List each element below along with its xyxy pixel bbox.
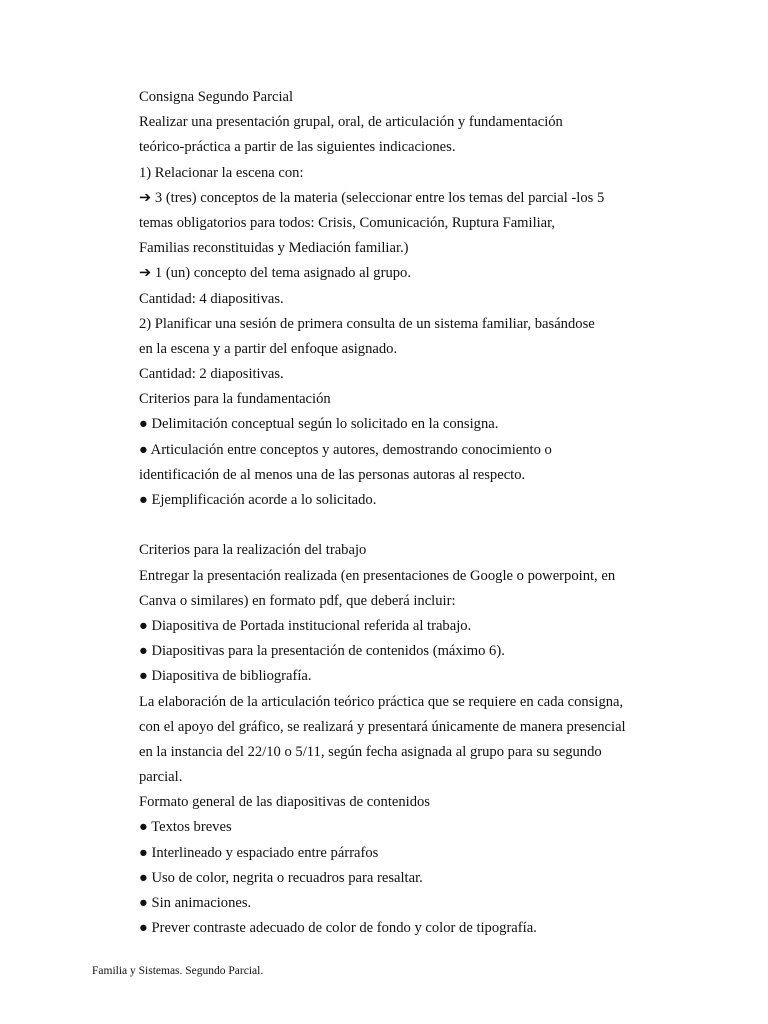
bullet-list-item: ● Diapositiva de bibliografía.	[139, 668, 312, 685]
paragraph-line: Cantidad: 2 diapositivas.	[139, 366, 284, 383]
paragraph-line: 1) Relacionar la escena con:	[139, 164, 304, 181]
paragraph-line: en la escena y a partir del enfoque asignado.	[139, 340, 398, 357]
bullet-list-item: ● Delimitación conceptual según lo solicitado en la consigna.	[139, 416, 499, 433]
arrow-list-item: ➔ 1 (un) concepto del tema asignado al grupo.	[139, 265, 411, 282]
bullet-list-item: ● Diapositivas para la presentación de contenidos (máximo 6).	[139, 643, 505, 660]
blank-line	[139, 513, 699, 538]
arrow-list-item: ➔ 3 (tres) conceptos de la materia (seleccionar entre los temas del parcial -los 5	[139, 189, 605, 206]
bullet-list-item: ● Interlineado y espaciado entre párrafos	[139, 844, 379, 861]
paragraph-line: temas obligatorios para todos: Crisis, Comunicación, Ruptura Familiar,	[139, 214, 556, 231]
bullet-list-item: ● Ejemplificación acorde a lo solicitado.	[139, 492, 377, 508]
bullet-list-item: ● Textos breves	[139, 819, 232, 836]
section-heading: Formato general de las diapositivas de contenidos	[139, 794, 430, 811]
paragraph-line: identificación de al menos una de las personas autoras al respecto.	[139, 466, 526, 483]
bullet-list-item: ● Sin animaciones.	[139, 895, 252, 911]
paragraph-line: en la instancia del 22/10 o 5/11, según fecha asignada al grupo para su segundo	[139, 743, 602, 760]
document-body	[139, 85, 699, 941]
paragraph-line: Canva o similares) en formato pdf, que deberá incluir:	[139, 592, 456, 609]
paragraph-line: con el apoyo del gráfico, se realizará y presentará únicamente de manera presencial	[139, 718, 626, 735]
paragraph-line: Realizar una presentación grupal, oral, de articulación y fundamentación	[139, 114, 563, 131]
paragraph-line: Entregar la presentación realizada (en presentaciones de Google o powerpoint, en	[139, 567, 616, 584]
bullet-list-item: ● Diapositiva de Portada institucional referida al trabajo.	[139, 617, 472, 634]
paragraph-line: Cantidad: 4 diapositivas.	[139, 290, 284, 307]
paragraph-line: Familias reconstituidas y Mediación familiar.)	[139, 240, 409, 257]
document-title: Consigna Segundo Parcial	[139, 89, 294, 105]
bullet-list-item: ● Uso de color, negrita o recuadros para resaltar.	[139, 869, 423, 886]
paragraph-line: parcial.	[139, 769, 183, 786]
page-footer: Familia y Sistemas. Segundo Parcial.	[92, 965, 264, 977]
paragraph-line: 2) Planificar una sesión de primera consulta de un sistema familiar, basándose	[139, 315, 595, 332]
bullet-list-item: ● Articulación entre conceptos y autores, demostrando conocimiento o	[139, 441, 552, 458]
paragraph-line: La elaboración de la articulación teórico práctica que se requiere en cada consigna,	[139, 693, 624, 710]
bullet-list-item: ● Prever contraste adecuado de color de fondo y color de tipografía.	[139, 920, 537, 937]
section-heading: Criterios para la fundamentación	[139, 391, 331, 408]
paragraph-line: teórico-práctica a partir de las siguientes indicaciones.	[139, 139, 456, 156]
section-heading: Criterios para la realización del trabajo	[139, 542, 367, 559]
